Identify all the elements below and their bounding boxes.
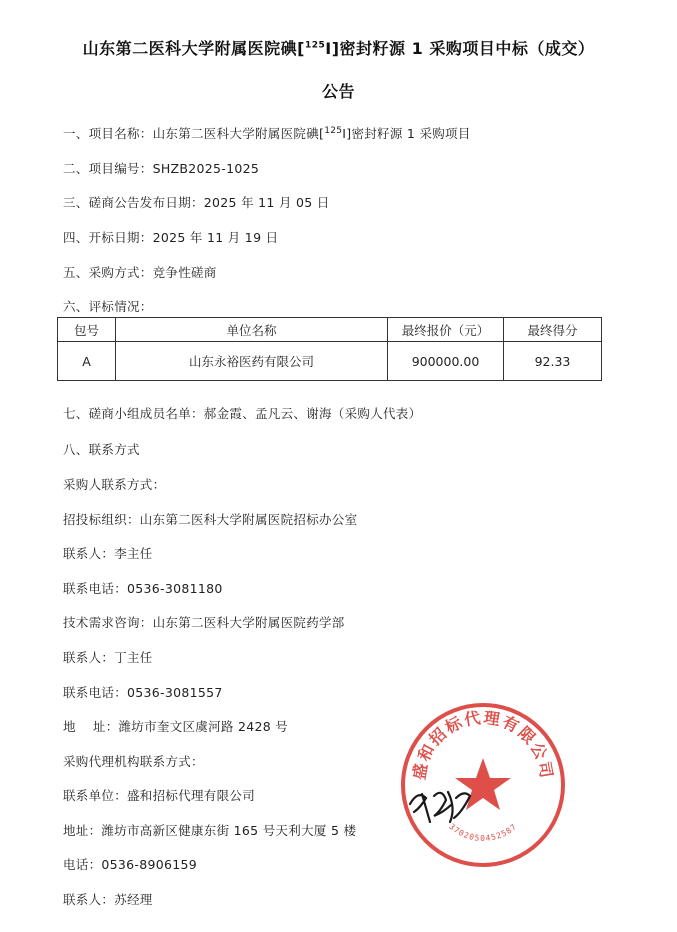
buyer-address: 地 址：潍坊市奎文区虞河路 2428 号 — [63, 719, 289, 734]
contact-phone-2: 联系电话：0536-3081557 — [63, 685, 223, 700]
buyer-contact-heading: 采购人联系方式： — [63, 477, 166, 492]
bid-organizer: 招投标组织：山东第二医科大学附属医院招标办公室 — [63, 512, 358, 527]
evaluation-heading: 六、评标情况： — [63, 299, 153, 314]
agency-contact-heading: 采购代理机构联系方式： — [63, 754, 204, 769]
contact-person-2: 联系人：丁主任 — [63, 650, 153, 665]
table-header-row — [58, 318, 602, 342]
header-score: 最终得分 — [504, 318, 602, 342]
header-price: 最终报价（元） — [388, 318, 504, 342]
contact-phone-1: 联系电话：0536-3081180 — [63, 581, 223, 596]
notice-title-line2: 公告 — [321, 82, 355, 101]
tech-consultation: 技术需求咨询：山东第二医科大学附属医院药学部 — [63, 615, 345, 630]
notice-title-line1: 山东第二医科大学附属医院碘[$^{125}$I]密封籽源 1 采购项目中标（成交） — [82, 39, 595, 58]
agency-address: 地址：潍坊市高新区健康东街 165 号天利大厦 5 楼 — [63, 823, 357, 838]
project-name: 一、项目名称：山东第二医科大学附属医院碘[$^{125}$I]密封籽源 1 采购项目 — [63, 125, 471, 141]
evaluation-table — [57, 317, 602, 381]
notice-date: 三、磋商公告发布日期：2025 年 11 月 05 日 — [63, 195, 330, 210]
contact-section-heading: 八、联系方式 — [63, 442, 140, 457]
cell-company: 山东永裕医药有限公司 — [116, 342, 388, 381]
seal-text: 盛和招标代理有限公司 — [409, 707, 557, 782]
cell-score: 92.33 — [504, 342, 602, 381]
header-package: 包号 — [58, 318, 116, 342]
panel-members: 七、磋商小组成员名单：郝金霞、孟凡云、谢海（采购人代表） — [63, 406, 422, 421]
header-company: 单位名称 — [116, 318, 388, 342]
procurement-method: 五、采购方式：竞争性磋商 — [63, 265, 217, 280]
agency-phone: 电话：0536-8906159 — [63, 857, 197, 872]
contact-person-1: 联系人：李主任 — [63, 546, 153, 561]
open-date: 四、开标日期：2025 年 11 月 19 日 — [63, 230, 279, 245]
handwritten-signature — [404, 782, 476, 832]
agency-contact-person: 联系人：苏经理 — [63, 892, 153, 907]
project-number: 二、项目编号：SHZB2025-1025 — [63, 161, 260, 176]
seal-number: 3702050452587 — [447, 821, 519, 843]
cell-price: 900000.00 — [388, 342, 504, 381]
table-row — [58, 342, 602, 381]
cell-package: A — [58, 342, 116, 381]
agency-unit: 联系单位：盛和招标代理有限公司 — [63, 788, 256, 803]
